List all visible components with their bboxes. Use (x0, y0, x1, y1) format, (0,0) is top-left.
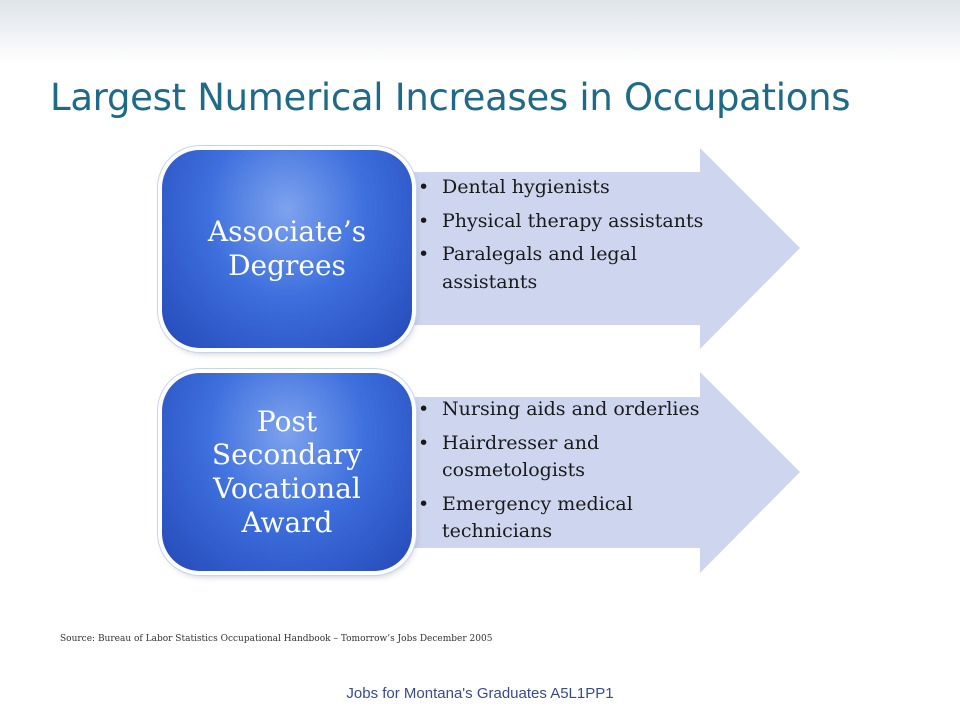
post-secondary-label-line: Secondary (211, 438, 363, 472)
bullet-item: • Emergency medical technicians (416, 491, 706, 546)
associates-bullet-list (416, 174, 706, 302)
bullet-item: • Paralegals and legal assistants (416, 241, 706, 296)
slide-title: Largest Numerical Increases in Occupations (50, 76, 851, 119)
footer-text: Jobs for Montana's Graduates A5L1PP1 (346, 685, 614, 702)
bullet-item: • Physical therapy assistants (416, 208, 706, 236)
post-secondary-box (162, 373, 412, 571)
post-secondary-bullet-list (416, 396, 706, 552)
source-citation: Source: Bureau of Labor Statistics Occupational Handbook – Tomorrow’s Jobs December 2005 (60, 634, 493, 644)
post-secondary-label-line: Post (256, 404, 318, 438)
bullet-item: • Dental hygienists (416, 174, 706, 202)
associates-degrees-box (162, 150, 412, 348)
bullet-item: • Nursing aids and orderlies (416, 396, 706, 424)
associates-label-line: Degrees (228, 249, 346, 282)
bullet-item: • Hairdresser and cosmetologists (416, 430, 706, 485)
associates-label-line: Associate’s (207, 215, 367, 249)
post-secondary-label-line: Vocational (213, 472, 361, 505)
post-secondary-label-line: Award (241, 505, 333, 539)
